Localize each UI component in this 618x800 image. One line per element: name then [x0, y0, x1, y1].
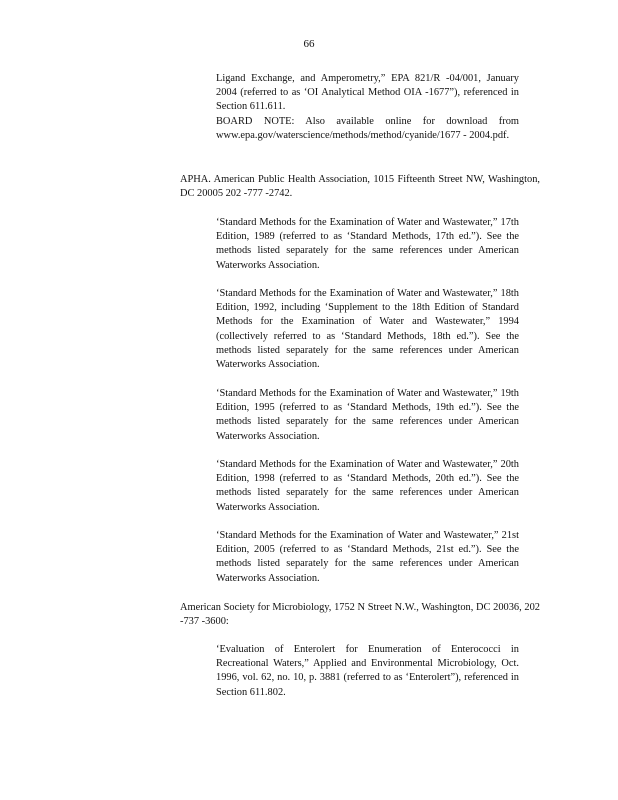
reference-text: ‘Standard Methods for the Examination of Water and Wastewater,” 17th Edition, 1989 (referred to as ‘Standard Methods, 17th ed.”). See the methods listed separately for the same references under American Waterworks Association.: [216, 217, 519, 271]
continuation-reference: [216, 72, 519, 143]
asm-entry-enterolert: [216, 643, 519, 700]
reference-text: ‘Standard Methods for the Examination of Water and Wastewater,” 18th Edition, 1992, including ‘Supplement to the 18th Edition of Standard Methods for the Examination of Water and Wastewater,” 1994 (collectively referred to as ‘Standard Methods, 18th ed.”). See the methods listed separately for the same references under American Waterworks Association.: [216, 288, 519, 371]
apha-entry-20th: [216, 458, 519, 515]
asm-header-text: American Society for Microbiology, 1752 N Street N.W., Washington, DC 20036, 202 -737 -3600:: [180, 602, 540, 628]
apha-entry-17th: [216, 216, 519, 273]
apha-header: [180, 173, 540, 201]
board-note: BOARD NOTE: Also available online for download from www.epa.gov/waterscience/methods/method/cyanide/1677 - 2004.pdf.: [216, 115, 519, 141]
reference-text: ‘Standard Methods for the Examination of Water and Wastewater,” 19th Edition, 1995 (referred to as ‘Standard Methods, 19th ed.”). See the methods listed separately for the same references under American Waterworks Association.: [216, 388, 519, 442]
apha-entry-18th: [216, 287, 519, 372]
apha-entry-21st: [216, 529, 519, 586]
reference-text: ‘Evaluation of Enterolert for Enumeration of Enterococci in Recreational Waters,” Applied and Environmental Microbiology, Oct. 1996, vol. 62, no. 10, p. 3881 (referred to as ‘Enterolert”), referenced in Section 611.802.: [216, 644, 519, 698]
asm-header: [180, 601, 540, 629]
reference-text: ‘Standard Methods for the Examination of Water and Wastewater,” 21st Edition, 2005 (referred to as ‘Standard Methods, 21st ed.”). See the methods listed separately for the same references under American Waterworks Association.: [216, 530, 519, 584]
continuation-text: Ligand Exchange, and Amperometry,” EPA 821/R -04/001, January 2004 (referred to as ‘OI Analytical Method OIA -1677”), referenced in Section 611.611.: [216, 73, 519, 113]
apha-entry-19th: [216, 387, 519, 444]
apha-header-text: APHA. American Public Health Association, 1015 Fifteenth Street NW, Washington, DC 20005 202 -777 -2742.: [180, 174, 540, 200]
page-number: 66: [303, 38, 315, 50]
reference-text: ‘Standard Methods for the Examination of Water and Wastewater,” 20th Edition, 1998 (referred to as ‘Standard Methods, 20th ed.”). See the methods listed separately for the same references under American Waterworks Association.: [216, 459, 519, 513]
